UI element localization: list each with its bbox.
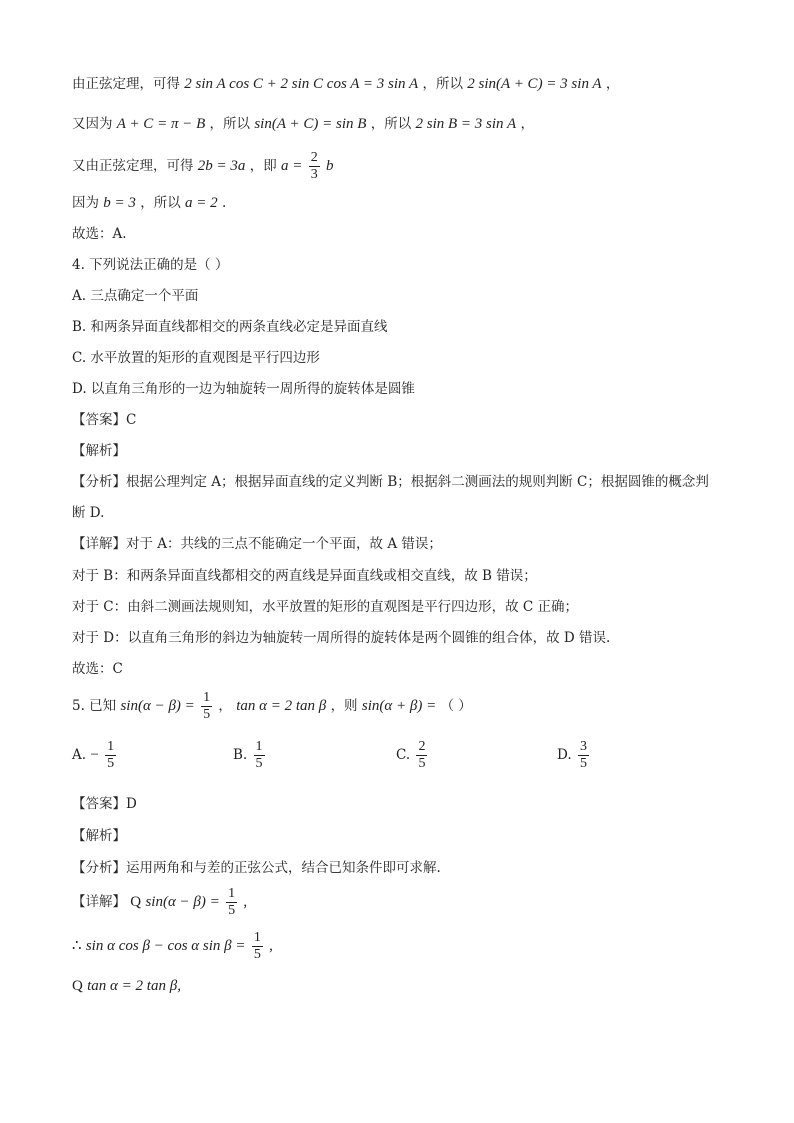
conclusion-line: 故选：A. xyxy=(72,226,127,242)
formula: 2 sin(A + C) = 3 sin A xyxy=(467,76,602,92)
text: 由正弦定理，可得 xyxy=(72,76,180,92)
formula: sin(α + β) = xyxy=(361,698,437,714)
text: ，所以 xyxy=(209,116,251,132)
formula: sin(α − β) = xyxy=(145,894,220,910)
formula: sin α cos β − cos α sin β = xyxy=(85,938,246,954)
detail-line-4: 对于 D：以直角三角形的斜边为轴旋转一周所得的旋转体是两个圆锥的组合体，故 D 错误. xyxy=(72,630,611,646)
text: ，所以 xyxy=(140,195,181,211)
solution-line-2 xyxy=(72,114,534,134)
detail-tag: 【详解】 xyxy=(72,536,126,552)
solution-line-1 xyxy=(72,74,619,94)
formula: 2b = 3a xyxy=(197,158,246,174)
option-b: B. $\frac{1}{5}$ xyxy=(233,739,263,771)
detail-tag: 【详解】 xyxy=(72,894,126,910)
formula: sin(α − β) = xyxy=(120,698,195,714)
text: 运用两角和与差的正弦公式，结合已知条件即可求解. xyxy=(126,860,441,876)
option-a: A. − $\frac{1}{5}$ xyxy=(72,739,115,771)
question-4-stem: 4. 下列说法正确的是（ ） xyxy=(72,257,229,273)
answer-line xyxy=(72,794,137,814)
text: ， xyxy=(218,698,232,714)
formula: sin(A + C) = sin B xyxy=(254,116,367,132)
text: ， xyxy=(520,116,534,132)
fraction: $\frac{1}{5}$ xyxy=(107,739,115,771)
question-5-stem xyxy=(72,688,472,724)
formula: a = xyxy=(281,158,303,174)
solution-line-4 xyxy=(72,193,226,213)
fraction: $\frac{1}{5}$ xyxy=(253,930,261,962)
detail-line-2: 对于 B：和两条异面直线都相交的两直线是异面直线或相交直线，故 B 错误； xyxy=(72,568,537,584)
option-a: A. 三点确定一个平面 xyxy=(72,288,199,304)
text: 又由正弦定理，可得 xyxy=(72,158,194,174)
formula: tan α = 2 tan β xyxy=(236,698,327,714)
option-c: C. $\frac{2}{5}$ xyxy=(396,739,426,771)
option-d: D. $\frac{3}{5}$ xyxy=(557,739,587,771)
fenxi-line-1 xyxy=(72,472,709,492)
text: ，则 xyxy=(330,698,358,714)
fenxi-line-2: 断 D. xyxy=(72,505,105,521)
answer-value: C xyxy=(126,412,137,428)
formula: tan α = 2 tan β, xyxy=(87,978,181,994)
text: （ ） xyxy=(440,698,472,714)
fraction: $\frac{1}{5}$ xyxy=(203,690,211,722)
answer-tag: 【答案】 xyxy=(72,412,126,428)
detail-line-1 xyxy=(72,534,442,554)
text: 5. 已知 xyxy=(72,698,117,714)
fraction: $\frac{3}{5}$ xyxy=(579,739,587,771)
fenxi-line xyxy=(72,858,441,878)
option-d: D. 以直角三角形的一边为轴旋转一周所得的旋转体是圆锥 xyxy=(72,381,415,397)
formula: 2 sin A cos C + 2 sin C cos A = 3 sin A xyxy=(184,76,419,92)
detail-line-3: 对于 C：由斜二测画法规则知，水平放置的矩形的直观图是平行四边形，故 C 正确； xyxy=(72,599,579,615)
text: 又因为 xyxy=(72,116,113,132)
option-c: C. 水平放置的矩形的直观图是平行四边形 xyxy=(72,350,320,366)
answer-value: D xyxy=(126,796,137,812)
formula: 2 sin B = 3 sin A xyxy=(415,116,517,132)
text: ，即 xyxy=(249,158,277,174)
text: . xyxy=(221,195,227,211)
fenxi-tag: 【分析】 xyxy=(72,474,126,490)
option-b: B. 和两条异面直线都相交的两条直线必定是异面直线 xyxy=(72,319,388,335)
solution-line-3 xyxy=(72,150,333,182)
analysis-tag: 【解析】 xyxy=(72,443,126,459)
analysis-tag: 【解析】 xyxy=(72,828,126,844)
fraction: $\frac{1}{5}$ xyxy=(228,886,236,918)
because-symbol: Q xyxy=(130,894,142,910)
answer-line xyxy=(72,410,136,430)
text: 根据公理判定 A；根据异面直线的定义判断 B；根据斜二测画法的规则判断 C；根据圆锥的概念判 xyxy=(126,474,709,490)
conclusion-line: 故选：C xyxy=(72,661,123,677)
fraction: $\frac{1}{5}$ xyxy=(255,739,263,771)
detail-line-1: 【详解】 Q sin(α − β) = $\frac{1}{5}$ , xyxy=(72,886,248,918)
fraction: $\frac{2}{5}$ xyxy=(418,739,426,771)
fenxi-tag: 【分析】 xyxy=(72,860,126,876)
text: ，所以 xyxy=(370,116,412,132)
text: 对于 A：共线的三点不能确定一个平面，故 A 错误； xyxy=(126,536,442,552)
text: ，所以 xyxy=(422,76,463,92)
text: 因为 xyxy=(72,195,99,211)
formula: b = 3 xyxy=(103,195,136,211)
detail-line-3 xyxy=(72,976,181,996)
answer-tag: 【答案】 xyxy=(72,796,126,812)
because-symbol: Q xyxy=(72,978,83,994)
formula: A + C = π − B xyxy=(116,116,206,132)
detail-line-2: ∴ sin α cos β − cos α sin β = $\frac{1}{5}$ , xyxy=(72,930,273,962)
text: ， xyxy=(605,76,620,92)
formula: a = 2 xyxy=(185,195,218,211)
fraction: $\frac{2}{3}$ xyxy=(310,150,318,182)
formula: b xyxy=(325,158,334,174)
therefore-symbol: ∴ xyxy=(72,938,82,954)
